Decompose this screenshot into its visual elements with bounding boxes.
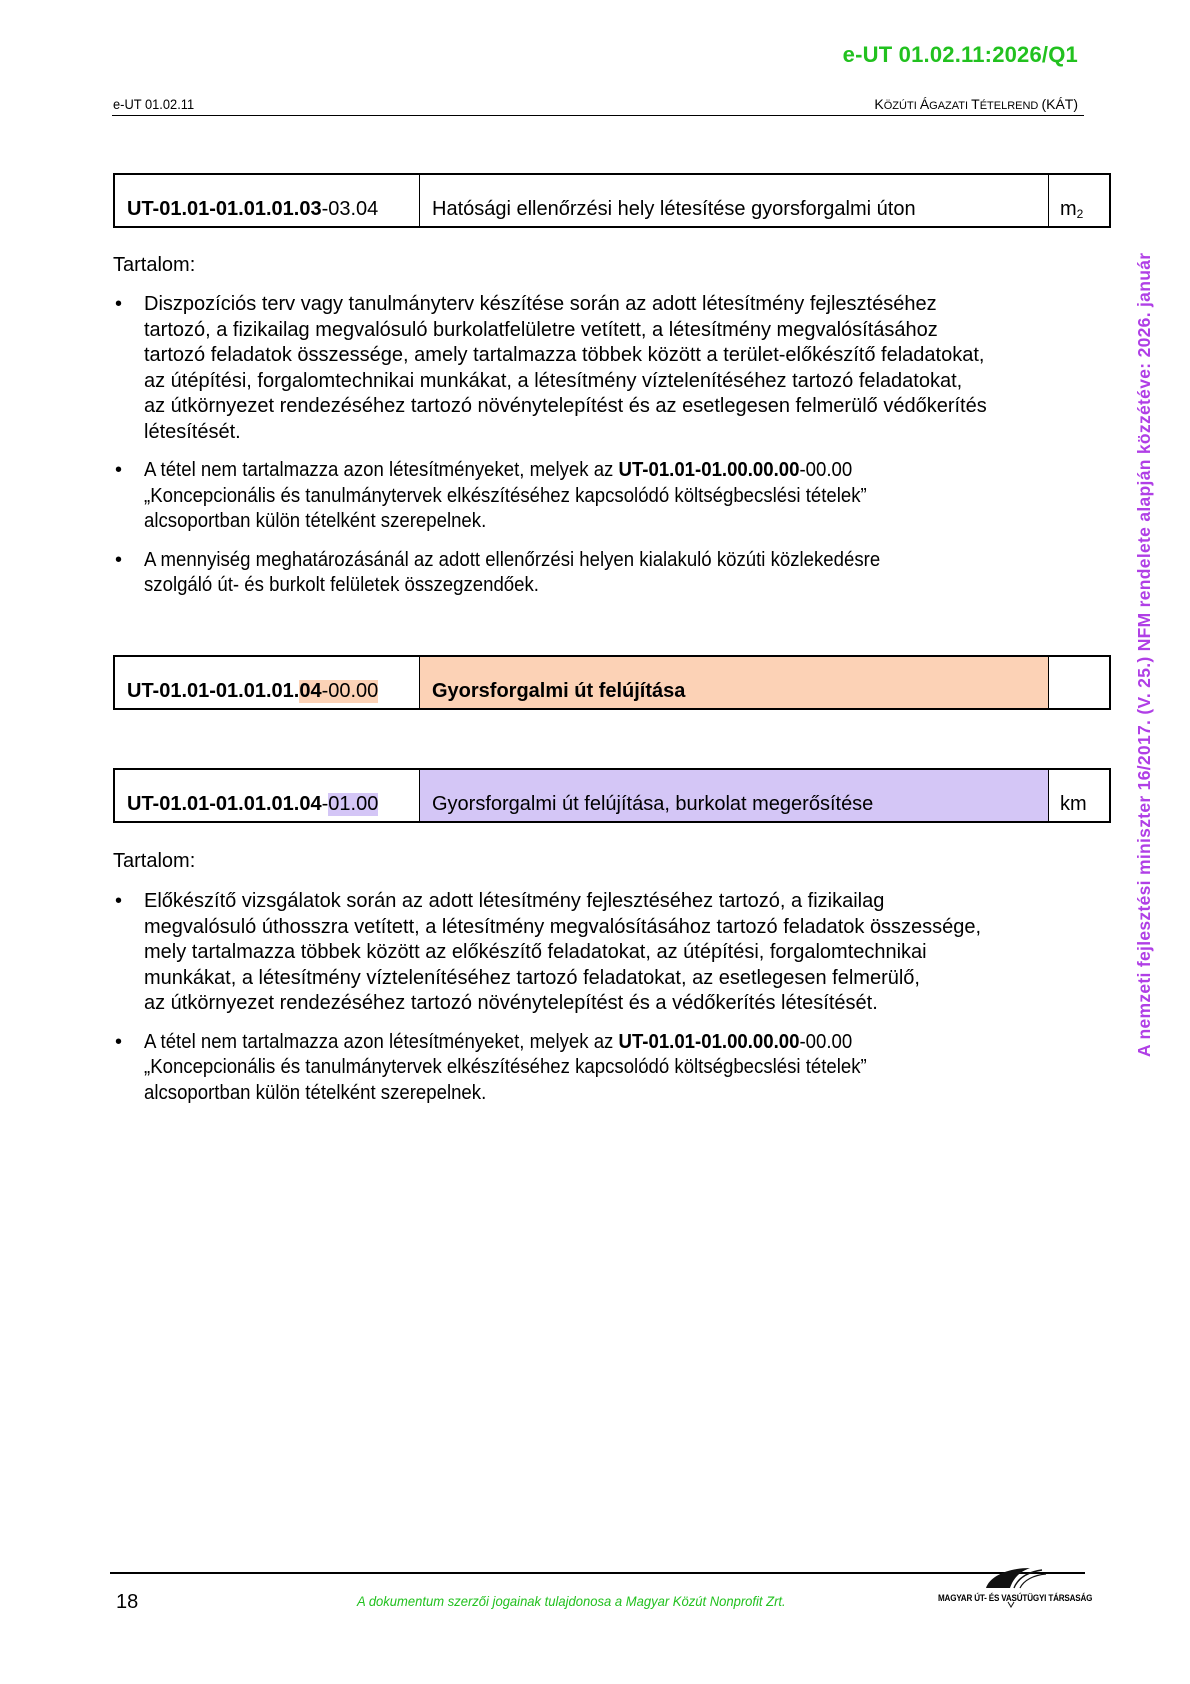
publication-side-note: A nemzeti fejlesztési miniszter 16/2017. (V. 25.) NFM rendelete alapján közzétéve: 2026. január — [1134, 252, 1154, 1057]
item-code-suffix: -03.04 — [321, 198, 379, 220]
text-line: szolgáló út- és burkolt felületek összegzendőek. — [144, 574, 539, 596]
text-line: A mennyiség meghatározásánál az adott ellenőrzési helyen kialakuló közúti közlekedésre — [144, 548, 881, 571]
unit-superscript: 2 — [1076, 207, 1084, 221]
text-line: alcsoportban külön tételként szerepelnek. — [144, 1081, 487, 1104]
list-item — [113, 1030, 1088, 1107]
bullet-icon: • — [115, 459, 123, 481]
bullet-icon: • — [115, 890, 123, 912]
item-code — [115, 657, 420, 708]
header-left: e-UT 01.02.11 — [113, 96, 195, 112]
text-line — [144, 458, 1083, 484]
text-line: munkákat, a létesítmény víztelenítéséhez tartozó feladatokat, az esetlegesen felmerülő, — [144, 966, 920, 989]
list-item — [113, 292, 1088, 445]
item-row-1 — [113, 173, 1111, 228]
header-right-part: ÉTELREND — [979, 100, 1042, 112]
text-line: Előkészítő vizsgálatok során az adott létesítmény fejlesztéséhez tartozó, a fizikailag — [144, 890, 885, 912]
reference-code-suffix: -00.00 — [799, 1030, 853, 1053]
item-code-highlight — [299, 680, 378, 703]
header-right — [874, 96, 1078, 112]
text-line: az útkörnyezet rendezéséhez tartozó növénytelepítést és az esetlegesen felmerülő védőkerítés — [144, 395, 987, 417]
header-right-part: K — [874, 96, 884, 112]
item-1-content-list — [113, 292, 1088, 612]
header-right-part: Á — [919, 96, 930, 112]
item-row-3 — [113, 768, 1111, 823]
text-line: létesítését. — [144, 420, 241, 443]
list-item — [113, 889, 1088, 1017]
header-right-part: (KÁT) — [1041, 96, 1078, 112]
item-unit — [1049, 770, 1109, 821]
item-code-suffix: -00.00 — [321, 680, 379, 702]
item-code-bold: 04 — [299, 680, 322, 702]
list-item — [113, 458, 1088, 535]
header-right-part: ÖZÚTI — [883, 100, 920, 112]
item-code-bold: UT-01.01-01.01.01.04 — [127, 793, 322, 815]
item-3-content-list — [113, 889, 1088, 1119]
content-label: Tartalom: — [113, 850, 196, 872]
text-line: tartozó feladatok összessége, amely tartalmazza többek között a terület-előkészítő feladatokat, — [144, 344, 985, 366]
item-unit — [1049, 175, 1109, 226]
text-line: alcsoportban külön tételként szerepelnek. — [144, 510, 487, 532]
reference-code-suffix: -00.00 — [799, 459, 853, 481]
copyright-note: A dokumentum szerzői jogainak tulajdonosa a Magyar Közút Nonprofit Zrt. — [357, 1593, 786, 1609]
text-line — [144, 1030, 1083, 1056]
company-logo-text: MAGYAR ÚT- ÉS VASÚTÜGYI TÁRSASÁG — [938, 1593, 1093, 1604]
header-right-part: GAZATI — [929, 100, 972, 112]
item-row-2 — [113, 655, 1111, 710]
text-line: tartozó, a fizikailag megvalósuló burkolatfelületre vetített, a létesítmény megvalósításához — [144, 318, 938, 341]
item-code-bold: UT-01.01-01.01.01. — [127, 680, 300, 702]
item-title-text: Gyorsforgalmi út felújítása, burkolat megerősítése — [432, 793, 874, 815]
content-label: Tartalom: — [113, 254, 196, 276]
reference-code: UT-01.01-01.00.00.00 — [618, 1030, 800, 1053]
reference-code: UT-01.01-01.00.00.00 — [618, 459, 800, 481]
bullet-icon: • — [115, 293, 123, 315]
item-title-text: Gyorsforgalmi út felújítása — [432, 680, 686, 702]
header-divider — [112, 115, 1084, 116]
item-code-dash: - — [321, 793, 329, 815]
item-unit — [1049, 657, 1109, 708]
item-code-highlight: 01.00 — [328, 793, 379, 815]
bullet-icon: • — [115, 548, 123, 571]
text-line: az útépítési, forgalomtechnikai munkákat, a létesítmény víztelenítéséhez tartozó feladatokat, — [144, 369, 963, 392]
text-line: az útkörnyezet rendezéséhez tartozó növénytelepítést és a védőkerítés létesítését. — [144, 992, 878, 1014]
item-title — [420, 657, 1049, 708]
text-fragment: A tétel nem tartalmazza azon létesítményeket, melyek az — [144, 1030, 619, 1053]
item-title — [420, 770, 1049, 821]
bullet-icon: • — [115, 1030, 123, 1053]
text-line: Diszpozíciós terv vagy tanulmányterv készítése során az adott létesítmény fejlesztéséhez — [144, 293, 937, 315]
item-title-text: Hatósági ellenőrzési hely létesítése gyorsforgalmi úton — [432, 198, 916, 220]
header-right-part: T — [971, 96, 980, 112]
text-line: „Koncepcionális és tanulmánytervek elkészítéséhez kapcsolódó költségbecslési tételek” — [144, 484, 867, 507]
page-number: 18 — [116, 1591, 139, 1613]
list-item — [113, 548, 1088, 599]
unit-base: km — [1060, 793, 1087, 815]
text-line: „Koncepcionális és tanulmánytervek elkészítéséhez kapcsolódó költségbecslési tételek” — [144, 1056, 867, 1078]
item-title — [420, 175, 1049, 226]
item-code — [115, 770, 420, 821]
document-code: e-UT 01.02.11:2026/Q1 — [842, 42, 1078, 67]
text-line: megvalósuló úthosszra vetített, a létesítmény megvalósításához tartozó feladatok összessége, — [144, 915, 982, 938]
item-code-bold: UT-01.01-01.01.01.03 — [127, 198, 322, 220]
text-fragment: A tétel nem tartalmazza azon létesítményeket, melyek az — [144, 459, 619, 481]
unit-base: m — [1060, 198, 1077, 220]
text-line: mely tartalmazza többek között az előkészítő feladatokat, az útépítési, forgalomtechnikai — [144, 941, 927, 963]
item-code — [115, 175, 420, 226]
